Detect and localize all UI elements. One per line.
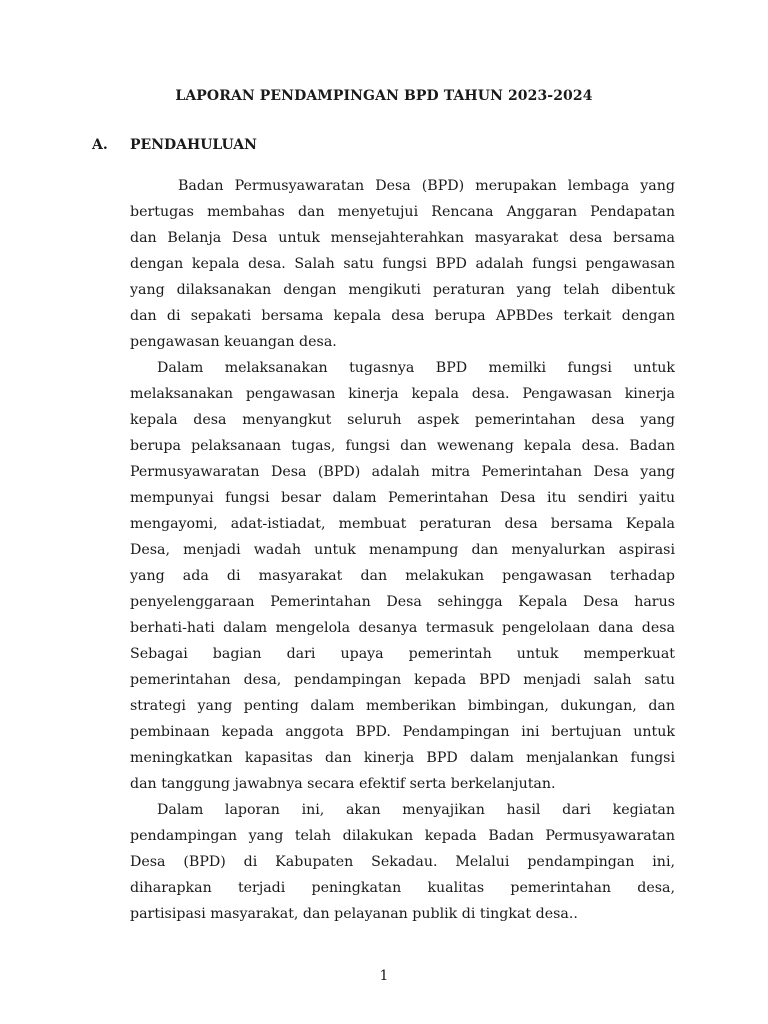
text-line: kepala desa menyangkut seluruh aspek pemerintahan desa yang [130,412,675,428]
page-number: 1 [379,968,389,984]
text-line: pendampingan yang telah dilakukan kepada Badan Permusyawaratan [130,828,675,844]
text-line: yang ada di masyarakat dan melakukan pengawasan terhadap [130,568,675,584]
text-line: dan Belanja Desa untuk mensejahterahkan masyarakat desa bersama [130,230,675,246]
text-line: yang dilaksanakan dengan mengikuti peraturan yang telah dibentuk [130,282,675,298]
text-line: meningkatkan kapasitas dan kinerja BPD dalam menjalankan fungsi [130,750,675,766]
text-line: pembinaan kepada anggota BPD. Pendampingan ini bertujuan untuk [130,724,675,740]
text-line: Sebagai bagian dari upaya pemerintah untuk memperkuat [130,646,675,662]
text-line: Desa (BPD) di Kabupaten Sekadau. Melalui pendampingan ini, [130,854,675,870]
text-line: mengayomi, adat-istiadat, membuat peraturan desa bersama Kepala [130,516,675,532]
paragraph [130,355,675,797]
text-line: melaksanakan pengawasan kinerja kepala desa. Pengawasan kinerja [130,386,675,402]
text-line: penyelenggaraan Pemerintahan Desa sehingga Kepala Desa harus [130,594,675,610]
text-line: Permusyawaratan Desa (BPD) adalah mitra Pemerintahan Desa yang [130,464,675,480]
body-text [130,173,675,927]
text-line: partisipasi masyarakat, dan pelayanan publik di tingkat desa.. [130,906,578,922]
text-line: mempunyai fungsi besar dalam Pemerintahan Desa itu sendiri yaitu [130,490,675,506]
text-line: dan tanggung jawabnya secara efektif serta berkelanjutan. [130,776,556,792]
text-line: dan di sepakati bersama kepala desa berupa APBDes terkait dengan [130,308,675,324]
text-line: dengan kepala desa. Salah satu fungsi BPD adalah fungsi pengawasan [130,256,675,272]
section-number: A. [92,137,108,153]
text-line: diharapkan terjadi peningkatan kualitas pemerintahan desa, [130,880,675,896]
text-line: Desa, menjadi wadah untuk menampung dan menyalurkan aspirasi [130,542,675,558]
paragraph [130,797,675,927]
paragraph [130,173,675,355]
document-title: LAPORAN PENDAMPINGAN BPD TAHUN 2023-2024 [175,88,593,104]
text-line: berupa pelaksanaan tugas, fungsi dan wewenang kepala desa. Badan [130,438,675,454]
text-line: pemerintahan desa, pendampingan kepada BPD menjadi salah satu [130,672,675,688]
text-line: bertugas membahas dan menyetujui Rencana Anggaran Pendapatan [130,204,675,220]
text-line: Badan Permusyawaratan Desa (BPD) merupakan lembaga yang [178,178,675,194]
text-line: strategi yang penting dalam memberikan bimbingan, dukungan, dan [130,698,675,714]
text-line: Dalam melaksanakan tugasnya BPD memilki fungsi untuk [157,360,675,376]
section-heading [92,137,257,153]
text-line: Dalam laporan ini, akan menyajikan hasil dari kegiatan [157,802,675,818]
text-line: berhati-hati dalam mengelola desanya termasuk pengelolaan dana desa [130,620,675,636]
text-line: pengawasan keuangan desa. [130,334,337,350]
section-title: PENDAHULUAN [130,137,257,153]
